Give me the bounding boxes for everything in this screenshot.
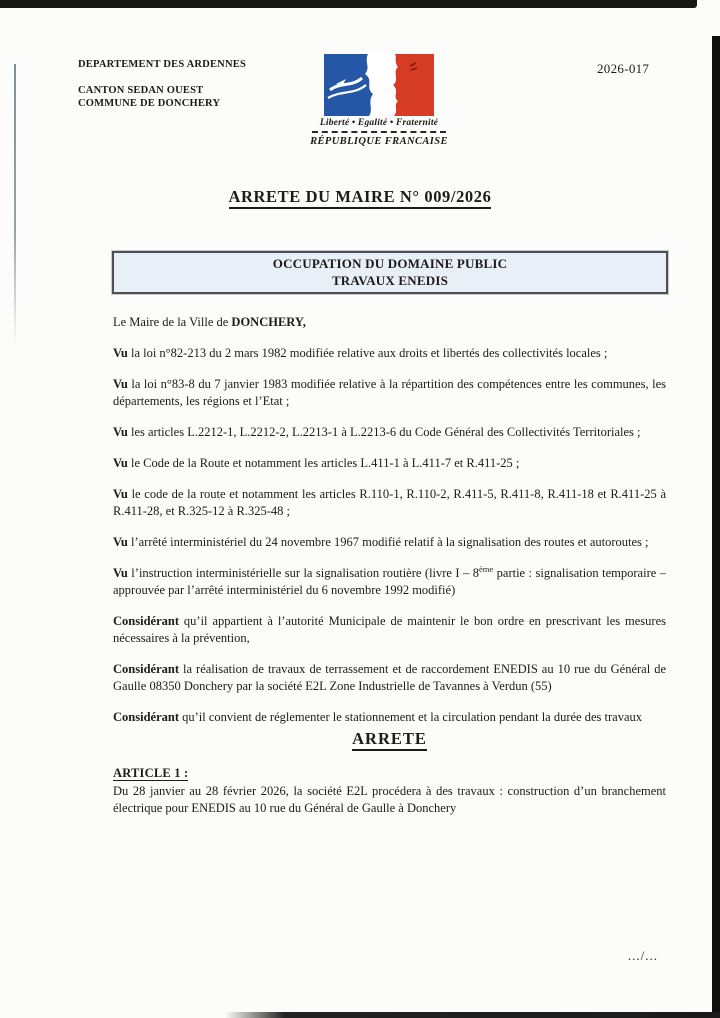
subject-line-1: OCCUPATION DU DOMAINE PUBLIC (272, 256, 508, 271)
decree-body (113, 314, 666, 817)
intro-line: Le Maire de la Ville de DONCHERY, (113, 315, 306, 329)
recital-paragraph: Vu la loi n°83-8 du 7 janvier 1983 modifiée relative à la répartition des compétences entre les communes, les départements, les régions et l’Etat ; (113, 377, 666, 408)
subject-line-2: TRAVAUX ENEDIS (331, 273, 449, 288)
header-authority-block (78, 58, 246, 110)
republic-label: RÉPUBLIQUE FRANCAISE (310, 136, 448, 147)
recital-paragraph: Vu la loi n°82-213 du 2 mars 1982 modifiée relative aux droits et libertés des collectivités locales ; (113, 346, 608, 360)
reference-number: 2026-017 (597, 61, 650, 76)
department-line: DEPARTEMENT DES ARDENNES (78, 59, 246, 70)
recital-paragraph: Vu l’instruction interministérielle sur la signalisation routière (livre I – 8ème partie : signalisation temporaire – approuvée par l’arrêté interministériel du 6 novembre 1992 modifié) (113, 563, 666, 597)
republique-francaise-logo (310, 54, 448, 147)
article-1-heading: ARTICLE 1 : (113, 766, 189, 780)
decree-title: ARRETE DU MAIRE N° 009/2026 (0, 187, 720, 207)
scan-edge-bottom (225, 1012, 720, 1018)
recital-paragraph: Vu l’arrêté interministériel du 24 novembre 1967 modifié relatif à la signalisation des routes et autoroutes ; (113, 535, 649, 549)
motto-label: Liberté • Egalité • Fraternité (319, 118, 439, 128)
recital-paragraph: Considérant la réalisation de travaux de terrassement et de raccordement ENEDIS au 10 rue du Général de Gaulle 08350 Donchery par la société E2L Zone Industrielle de Tavannes à Verdun (55) (113, 662, 666, 693)
article-1-text: Du 28 janvier au 28 février 2026, la société E2L procédera à des travaux : construction d’un branchement électrique pour ENEDIS au 10 rue du Général de Gaulle à Donchery (113, 784, 666, 815)
recital-paragraph: Considérant qu’il appartient à l’autorité Municipale de maintenir le bon ordre en prescrivant les mesures nécessaires à la prévention, (113, 614, 666, 645)
recital-paragraph: Vu le code de la route et notamment les articles R.110-1, R.110-2, R.411-5, R.411-8, R.411-18 et R.411-25 à R.411-28, et R.325-12 à R.325-48 ; (113, 487, 666, 518)
recital-paragraph: Vu les articles L.2212-1, L.2212-2, L.2213-1 à L.2213-6 du Code Général des Collectivités Territoriales ; (113, 425, 641, 439)
continuation-mark: .../... (627, 948, 658, 963)
decree-heading: ARRETE (113, 730, 666, 749)
canton-line: CANTON SEDAN OUEST (78, 85, 204, 96)
subject-box (112, 251, 668, 294)
dashed-divider (312, 131, 446, 133)
scan-edge-top (0, 0, 697, 8)
commune-line: COMMUNE DE DONCHERY (78, 98, 221, 109)
scan-edge-right (712, 36, 720, 1018)
marianne-icon (324, 54, 434, 116)
recital-paragraph: Vu le Code de la Route et notamment les articles L.411-1 à L.411-7 et R.411-25 ; (113, 456, 520, 470)
recital-paragraph: Considérant qu’il convient de réglementer le stationnement et la circulation pendant la durée des travaux (113, 710, 642, 724)
